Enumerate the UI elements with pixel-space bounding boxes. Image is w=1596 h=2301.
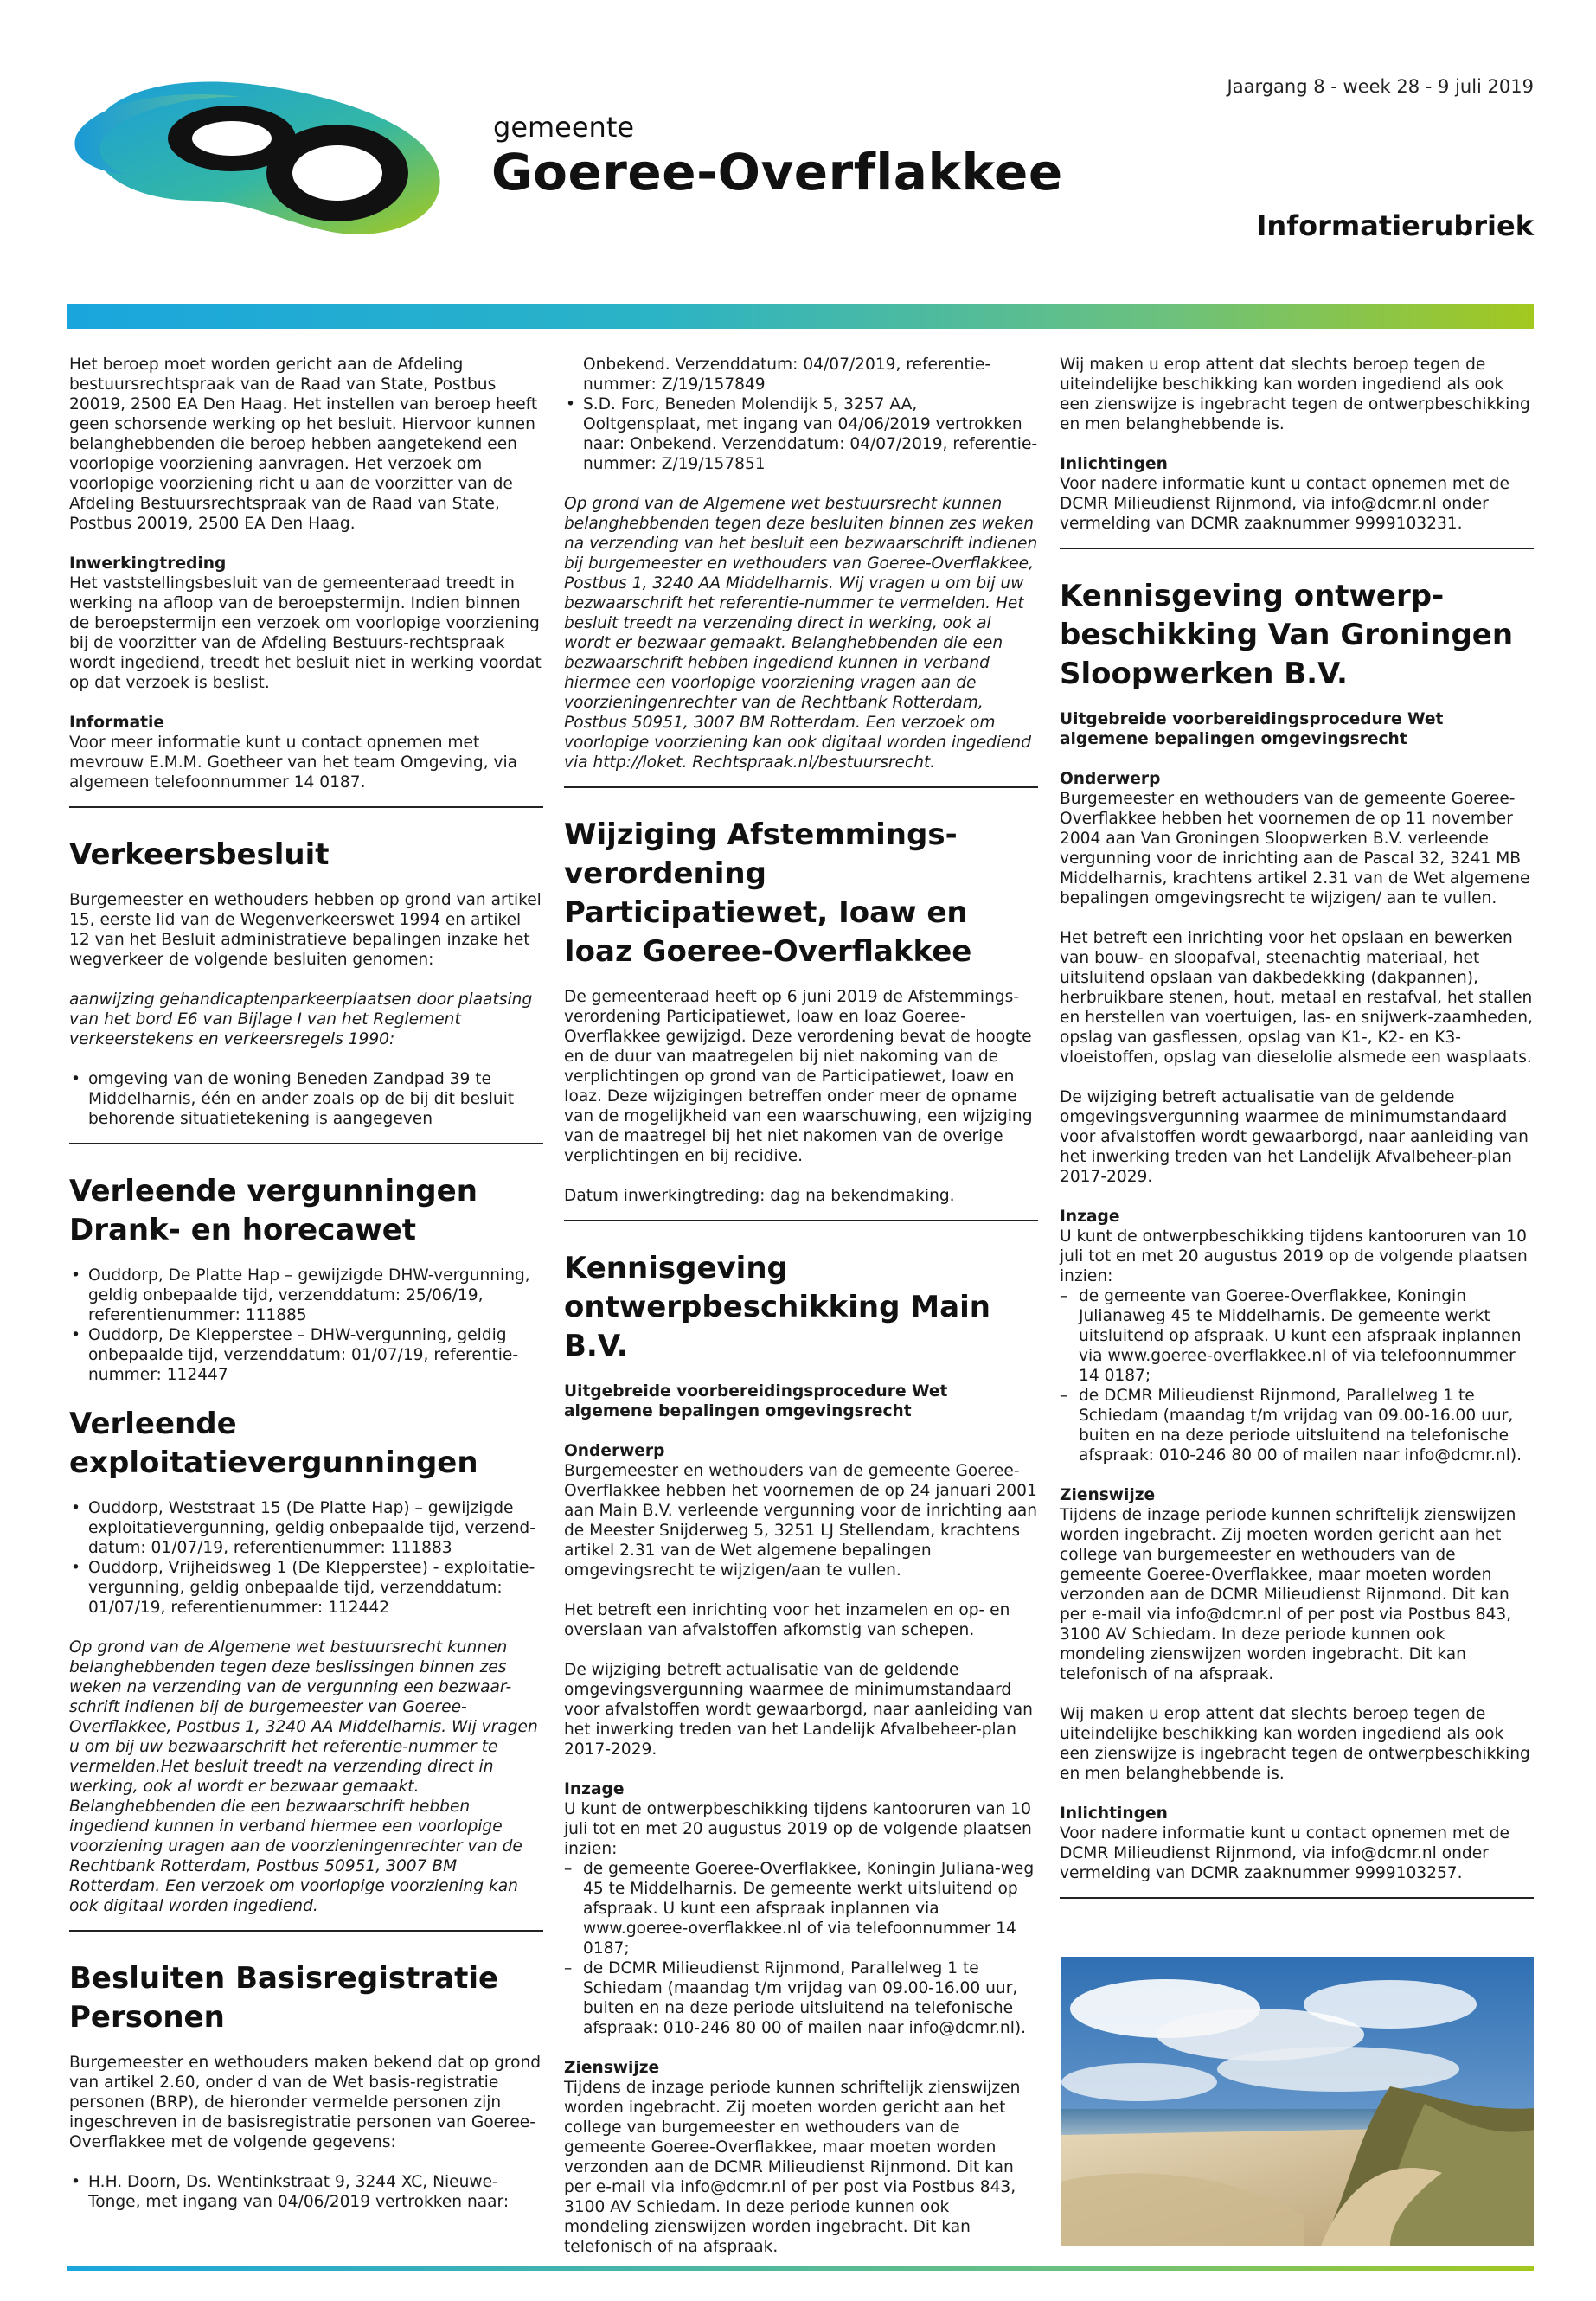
- brp-list: [69, 2172, 543, 2212]
- main-bv-paragraph: Het betreft een inrichting voor het inzamelen en op- en overslaan van afvalstoffen afkomstig van schepen.: [564, 1601, 1010, 1639]
- van-groningen-heading: Kennisgeving ontwerp-beschikking Van Groningen Sloopwerken B.V.: [1060, 579, 1514, 691]
- verkeersbesluit-text: Burgemeester en wethouders hebben op grond van artikel 15, eerste lid van de Wegenverkeerswet 1994 en artikel 12 van het Besluit administratieve bepalingen inzake het wegverkeer de volgende besluiten genomen:: [69, 891, 542, 969]
- onderwerp-label: Onderwerp: [1060, 770, 1161, 788]
- brp-text: Burgemeester en wethouders maken bekend dat op grond van artikel 2.60, onder d van de Wet basis-registratie personen (BRP), de hieronder vermelde personen zijn ingeschreven in de basisregistratie personen van Goeree-Overflakkee met de volgende gegevens:: [69, 2054, 542, 2151]
- informatie-text: Voor meer informatie kunt u contact opnemen met mevrouw E.M.M. Goetheer van het team Omgeving, via algemeen telefoonnummer 14 0187.: [69, 734, 518, 792]
- inzage-label: Inzage: [564, 1780, 625, 1798]
- van-groningen-paragraph: De wijziging betreft actualisatie van de geldende omgevingsvergunning waarmee de minimumstandaard voor afvalstoffen wordt gewaarborgd, naar aanleiding van het inwerking treden van het Landelijk Afvalbeheer-plan 2017-2029.: [1060, 1088, 1529, 1186]
- list-item: • Ouddorp, Vrijheidsweg 1 (De Klepperstee) - exploitatie-vergunning, geldig onbepaalde tijd, verzenddatum: 01/07/19, referentienummer: 112442: [69, 1558, 543, 1618]
- zienswijze-text: Tijdens de inzage periode kunnen schriftelijk zienswijzen worden ingebracht. Zij moeten worden gericht aan het college van burgemeester en wethouders van de gemeente Goeree-Overflakkee, maar moeten worden verzonden aan de DCMR Milieudienst Rijnmond. Dit kan per e-mail via info@dcmr.nl of per post via Postbus 843, 3100 AV Schiedam. In deze periode kunnen ook mondeling zienswijzen worden ingebracht. Dit kan telefonisch of na afspraak.: [564, 2079, 1021, 2256]
- divider: [69, 1930, 543, 1932]
- exploitatie-heading: Verleende exploitatievergunningen: [69, 1407, 478, 1480]
- column-3: [1060, 355, 1534, 1926]
- gemeente-label: gemeente: [493, 111, 635, 144]
- divider: [1060, 548, 1534, 549]
- section-title: Informatierubriek: [1256, 209, 1534, 242]
- list-item: • omgeving van de woning Beneden Zandpad 39 te Middelharnis, één en ander zoals op de bij dit besluit behorende situatietekening is aangegeven: [69, 1069, 543, 1129]
- exploitatie-list: [69, 1498, 543, 1618]
- brp-heading: Besluiten Basisregistratie Personen: [69, 1961, 499, 2035]
- inlichtingen-text: Voor nadere informatie kunt u contact opnemen met de DCMR Milieudienst Rijnmond, via info@dcmr.nl onder vermelding van DCMR zaaknummer 9999103257.: [1060, 1824, 1509, 1882]
- page-header: [0, 0, 1596, 329]
- afstemmingsverordening-date: Datum inwerkingtreding: dag na bekendmaking.: [564, 1187, 955, 1205]
- drank-horeca-heading: Verleende vergunningen Drank- en horecawet: [69, 1174, 478, 1247]
- divider: [69, 806, 543, 808]
- onderwerp-text: Burgemeester en wethouders van de gemeente Goeree-Overflakkee hebben het voornemen de op 11 november 2004 aan Van Groningen Sloopwerken B.V. verleende vergunning voor de inrichting aan de Pascal 32, 3241 MB Middelharnis, krachtens artikel 2.31 van de Wet algemene bepalingen omgevingsrecht te wijzigen/ aan te vullen.: [1060, 790, 1530, 907]
- list-item: • Ouddorp, De Klepperstee – DHW-vergunning, geldig onbepaalde tijd, verzenddatum: 01/07/19, referentie-nummer: 112447: [69, 1325, 543, 1385]
- zienswijze-label: Zienswijze: [564, 2059, 660, 2077]
- inlichtingen-label: Inlichtingen: [1060, 1804, 1168, 1823]
- list-item: • Ouddorp, De Platte Hap – gewijzigde DHW-vergunning, geldig onbepaalde tijd, verzenddatum: 25/06/19, referentienummer: 111885: [69, 1266, 543, 1325]
- main-bv-procedure: Uitgebreide voorbereidingsprocedure Wet algemene bepalingen omgevingsrecht: [564, 1382, 948, 1420]
- municipality-name: Goeree-Overflakkee: [491, 143, 1063, 202]
- main-bv-heading: Kennisgeving ontwerpbeschikking Main B.V.: [564, 1251, 990, 1363]
- onderwerp-label: Onderwerp: [564, 1442, 665, 1460]
- divider: [69, 1143, 543, 1144]
- inzage-label: Inzage: [1060, 1208, 1120, 1226]
- inlichtingen-label: Inlichtingen: [1060, 455, 1168, 473]
- brp-continued-text: Onbekend. Verzenddatum: 04/07/2019, referentie-nummer: Z/19/157849: [583, 356, 991, 394]
- footer-gradient-bar: [67, 2266, 1534, 2271]
- list-item: – de DCMR Milieudienst Rijnmond, Parallelweg 1 te Schiedam (maandag t/m vrijdag van 09.00-16.00 uur, buiten en na deze periode uitsluitend na telefonische afspraak: 010-246 80 00 of mailen naar info@dcmr.nl).: [564, 1958, 1038, 2038]
- exploitatie-bezwaar-text: Op grond van de Algemene wet bestuursrecht kunnen belanghebbenden tegen deze beslissingen binnen zes weken na verzending van de vergunning een bezwaar-schrift indienen bij de burgemeester van Goeree-Overflakkee, Postbus 1, 3240 AA Middelharnis. Wij vragen u om bij uw bezwaarschrift het referentie-nummer te vermelden.Het besluit treedt na verzending direct in werking, ook al wordt er bezwaar gemaakt. Belanghebbenden die een bezwaarschrift hebben ingediend kunnen in verband hiermee een voorlopige voorziening uragen aan de voorzieningenrechter van de Rechtbank Rotterdam, Postbus 50951, 3007 BM Rotterdam. Een verzoek om voorlopige voorziening kan ook digitaal worden ingediend.: [69, 1638, 538, 1915]
- brp-continued-list: [564, 394, 1038, 474]
- inwerkingtreding-text: Het vaststellingsbesluit van de gemeenteraad treedt in werking na afloop van de beroepstermijn. Indien binnen de beroepstermijn een verzoek om voorlopige voorziening bij de voorzitter van de Afdeling Bestuurs-rechtspraak wordt ingediend, treedt het besluit niet in werking voordat op dat verzoek is beslist.: [69, 574, 542, 692]
- list-item: • H.H. Doorn, Ds. Wentinkstraat 9, 3244 XC, Nieuwe-Tonge, met ingang van 04/06/2019 vertrokken naar:: [69, 2172, 543, 2212]
- beroep-notice: Wij maken u erop attent dat slechts beroep tegen de uiteindelijke beschikking kan worden ingediend als ook een zienswijze is ingebracht tegen de ontwerpbeschikking en men belanghebbende is.: [1060, 356, 1530, 433]
- list-item: – de DCMR Milieudienst Rijnmond, Parallelweg 1 te Schiedam (maandag t/m vrijdag van 09.00-16.00 uur, buiten en na deze periode uitsluitend na telefonische afspraak: 010-246 80 00 of mailen naar info@dcmr.nl).: [1060, 1386, 1534, 1465]
- main-bv-paragraph: De wijziging betreft actualisatie van de geldende omgevingsvergunning waarmee de minimumstandaard voor afvalstoffen wordt gewaarborgd, naar aanleiding van het inwerking treden van het Landelijk Afvalbeheer-plan 2017-2029.: [564, 1661, 1033, 1759]
- inzage-text: U kunt de ontwerpbeschikking tijdens kantooruren van 10 juli tot en met 20 augustus 2019 op de volgende plaatsen inzien:: [564, 1800, 1032, 1858]
- van-groningen-paragraph: Het betreft een inrichting voor het opslaan en bewerken van bouw- en sloopafval, steenachtig materiaal, het uitsluitend opslaan van dakbedekking (dakpannen), herbruikbare stenen, hout, metaal en restafval, het stallen en herstellen van voertuigen, las- en snijwerk-zaamheden, opslag van gasflessen, opslag van K1-, K2- en K3-vloeistoffen, opslag van dieselolie alsmede een wasplaats.: [1060, 929, 1533, 1067]
- inzage-list: [1060, 1286, 1534, 1465]
- divider: [564, 1220, 1038, 1221]
- inwerkingtreding-label: Inwerkingtreding: [69, 554, 227, 573]
- edition-info: Jaargang 8 - week 28 - 9 juli 2019: [1227, 76, 1534, 97]
- verkeersbesluit-italic: aanwijzing gehandicaptenparkeerplaatsen door plaatsing van het bord E6 van Bijlage I van het Reglement verkeerstekens en verkeersregels 1990:: [69, 990, 533, 1048]
- brp-bezwaar-text: Op grond van de Algemene wet bestuursrecht kunnen belanghebbenden tegen deze besluiten binnen zes weken na verzending van het besluit een bezwaarschrift indienen bij burgemeester en wethouders van Goeree-Overflakkee, Postbus 1, 3240 AA Middelharnis. Wij vragen u om bij uw bezwaarschrift het referentie-nummer te vermelden. Het besluit treedt na verzending direct in werking, ook al wordt er bezwaar gemaakt. Belanghebbenden die een bezwaarschrift hebben ingediend kunnen in verband hiermee een voorlopige voorziening vragen aan de voorzieningenrechter van de Rechtbank Rotterdam, Postbus 50951, 3007 BM Rotterdam. Een verzoek om voorlopige voorziening kan ook digitaal worden ingediend via http://loket. Rechtspraak.nl/bestuursrecht.: [564, 495, 1038, 772]
- afstemmingsverordening-text: De gemeenteraad heeft op 6 juni 2019 de Afstemmings-verordening Participatiewet, Ioaw en Ioaz Goeree-Overflakkee gewijzigd. Deze verordening bevat de hoogte en de duur van maatregelen bij niet nakoming van de verplichtingen op grond van de Participatiewet, Ioaw en Ioaz. Deze wijzigingen betreffen onder meer de opname van de mogelijkheid van een waarschuwing, een wijziging van de maatregel bij het niet nakomen van de overige verplichtingen en bij recidive.: [564, 988, 1033, 1165]
- drank-horeca-list: [69, 1266, 543, 1385]
- divider: [564, 786, 1038, 788]
- column-1: [69, 355, 543, 2232]
- beroep-paragraph: Het beroep moet worden gericht aan de Afdeling bestuursrechtspraak van de Raad van State, Postbus 20019, 2500 EA Den Haag. Het instellen van beroep heeft geen schorsende werking op het besluit. Hiervoor kunnen belanghebbenden die beroep hebben aangetekend een voorlopige voorziening aanvragen. Het verzoek om voorlopige voorziening richt u aan de voorzitter van de Afdeling Bestuursrechtspraak van de Raad van State, Postbus 20019, 2500 EA Den Haag.: [69, 356, 538, 533]
- zienswijze-text: Tijdens de inzage periode kunnen schriftelijk zienswijzen worden ingebracht. Zij moeten worden gericht aan het college van burgemeester en wethouders van de gemeente Goeree-Overflakkee, maar moeten worden verzonden aan de DCMR Milieudienst Rijnmond. Dit kan per e-mail via info@dcmr.nl of per post via Postbus 843, 3100 AV Schiedam. In deze periode kunnen ook mondeling zienswijzen worden ingebracht. Dit kan telefonisch of na afspraak.: [1060, 1506, 1516, 1683]
- header-gradient-bar: [67, 304, 1534, 329]
- onderwerp-text: Burgemeester en wethouders van de gemeente Goeree-Overflakkee hebben het voornemen de op 24 januari 2001 aan Main B.V. verleende vergunning voor de inrichting aan de Meester Snijderweg 5, 3251 LJ Stellendam, krachtens artikel 2.31 van de Wet algemene bepalingen omgevingsrecht te wijzigen/aan te vullen.: [564, 1462, 1037, 1580]
- dunes-photo: [1061, 1957, 1534, 2246]
- verkeersbesluit-list: [69, 1069, 543, 1129]
- van-groningen-procedure: Uitgebreide voorbereidingsprocedure Wet algemene bepalingen omgevingsrecht: [1060, 710, 1444, 748]
- list-item: – de gemeente Goeree-Overflakkee, Koningin Juliana-weg 45 te Middelharnis. De gemeente werkt uitsluitend op afspraak. U kunt een afspraak inplannen via www.goeree-overflakkee.nl of via telefoonnummer 14 0187;: [564, 1859, 1038, 1958]
- verkeersbesluit-heading: Verkeersbesluit: [69, 837, 330, 872]
- beroep-notice: Wij maken u erop attent dat slechts beroep tegen de uiteindelijke beschikking kan worden ingediend als ook een zienswijze is ingebracht tegen de ontwerpbeschikking en men belanghebbende is.: [1060, 1705, 1530, 1783]
- inlichtingen-text: Voor nadere informatie kunt u contact opnemen met de DCMR Milieudienst Rijnmond, via info@dcmr.nl onder vermelding van DCMR zaaknummer 9999103231.: [1060, 475, 1509, 533]
- informatie-label: Informatie: [69, 714, 164, 732]
- afstemmingsverordening-heading: Wijziging Afstemmings-verordening Participatiewet, Ioaw en Ioaz Goeree-Overflakkee: [564, 817, 972, 969]
- list-item: – de gemeente van Goeree-Overflakkee, Koningin Julianaweg 45 te Middelharnis. De gemeente werkt uitsluitend op afspraak. U kunt een afspraak inplannen via www.goeree-overflakkee.nl of via telefoonnummer 14 0187;: [1060, 1286, 1534, 1386]
- list-item: • Ouddorp, Weststraat 15 (De Platte Hap) – gewijzigde exploitatievergunning, geldig onbepaalde tijd, verzend-datum: 01/07/19, referentienummer: 111883: [69, 1498, 543, 1558]
- zienswijze-label: Zienswijze: [1060, 1486, 1156, 1504]
- divider: [1060, 1897, 1534, 1899]
- inzage-list: [564, 1859, 1038, 2038]
- list-item: • S.D. Forc, Beneden Molendijk 5, 3257 AA, Ooltgensplaat, met ingang van 04/06/2019 vertrokken naar: Onbekend. Verzenddatum: 04/07/2019, referentie-nummer: Z/19/157851: [564, 394, 1038, 474]
- column-2: [564, 355, 1038, 2277]
- municipality-logo: [67, 71, 448, 244]
- inzage-text: U kunt de ontwerpbeschikking tijdens kantooruren van 10 juli tot en met 20 augustus 2019 op de volgende plaatsen inzien:: [1060, 1227, 1528, 1285]
